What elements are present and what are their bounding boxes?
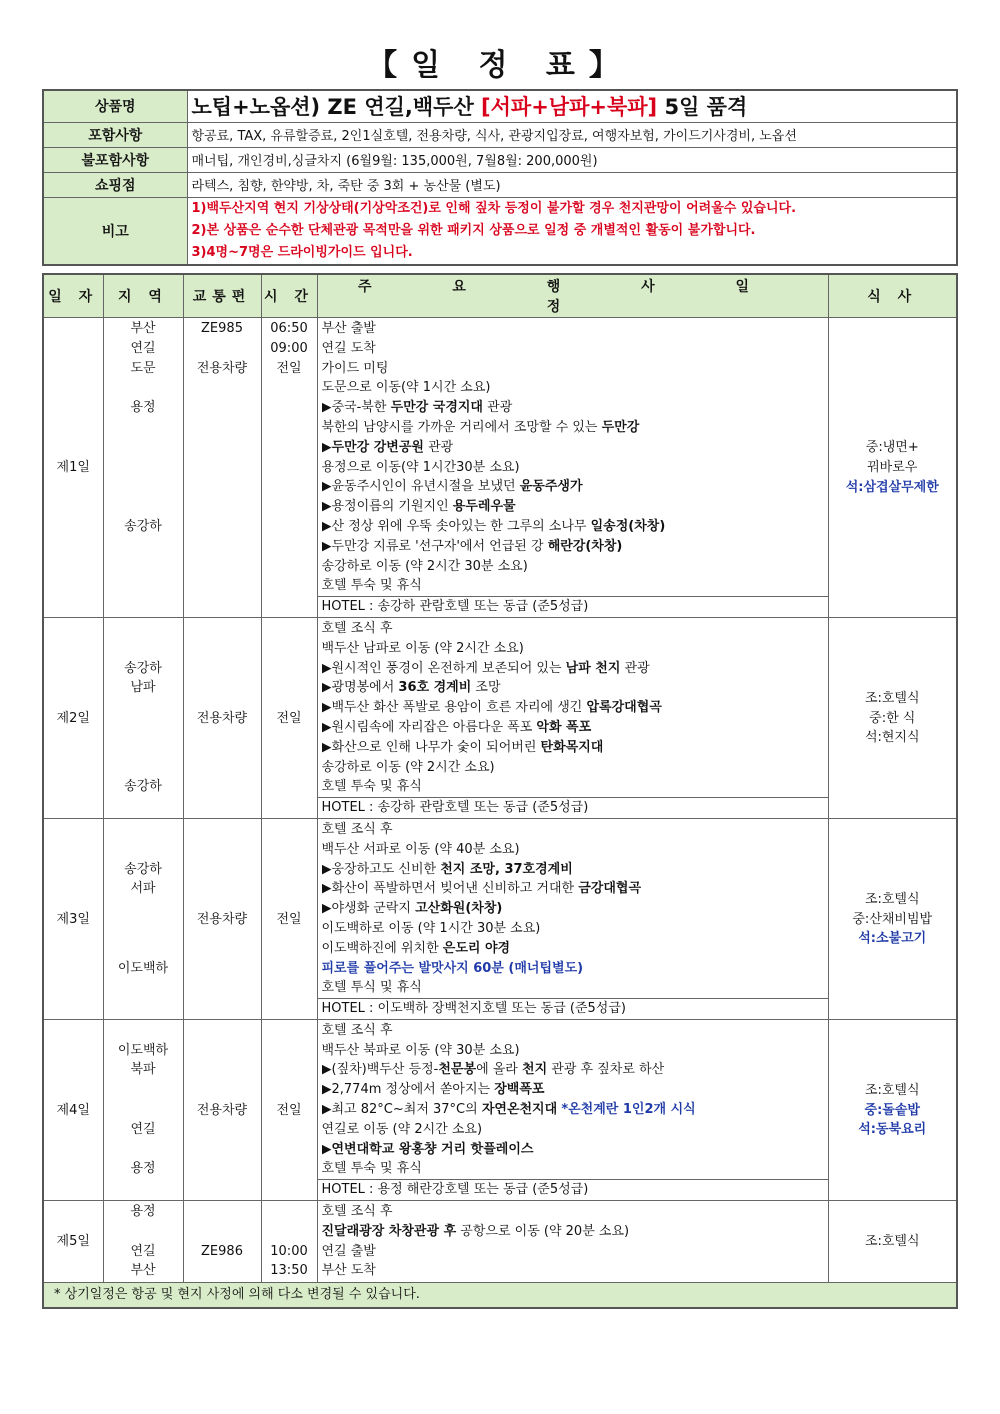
highlight-text: 두만강 xyxy=(601,419,640,435)
highlight-text: 36호 경계비 xyxy=(398,680,472,696)
schedule-line xyxy=(322,1261,824,1281)
schedule-text: 용정으로 이동(약 1시간30분 소요) xyxy=(321,459,520,475)
schedule-line xyxy=(322,458,824,478)
highlight-text: 고산화원(차창) xyxy=(415,901,503,917)
schedule-text: ▶윤동주시인이 유년시절을 보냈던 xyxy=(321,479,520,495)
schedule-line xyxy=(322,919,824,939)
transport-value xyxy=(188,1202,257,1222)
highlight-text: 두만강 강변공원 xyxy=(331,439,424,455)
schedule-text: 백두산 북파로 이동 (약 30분 소요) xyxy=(321,1042,520,1058)
transport-value xyxy=(188,1222,257,1242)
schedule-cell xyxy=(317,318,828,618)
region-name xyxy=(108,576,179,596)
transport-cell xyxy=(183,1019,261,1200)
schedule-text: ▶화산이 폭발하면서 빚어낸 신비하고 거대한 xyxy=(321,881,579,897)
meal-item: 중:산채비빔밥 xyxy=(852,911,933,927)
product-name xyxy=(187,90,957,122)
region-name xyxy=(108,557,179,577)
include-value: 항공료, TAX, 유류할증료, 2인1실호텔, 전용차량, 식사, 관광지입장료, 여행자보험, 가이드기사경비, 노옵션 xyxy=(187,122,957,147)
schedule-line xyxy=(322,1140,824,1160)
schedule-text: 호텔 조식 후 xyxy=(321,1204,393,1220)
highlight-text: 연변대학교 왕홍챵 거리 핫플레이스 xyxy=(331,1141,534,1157)
footnote: * 상기일정은 항공 및 현지 사정에 의해 다소 변경될 수 있습니다. xyxy=(43,1283,957,1308)
schedule-text: 송강하로 이동 (약 2시간 소요) xyxy=(321,759,495,775)
schedule-line xyxy=(322,639,824,659)
region-cell xyxy=(103,1201,183,1283)
meal-item: 석:동북요리 xyxy=(858,1122,927,1138)
region-name: 남파 xyxy=(130,680,156,696)
schedule-line xyxy=(322,557,824,577)
transport-value: ZE985 xyxy=(201,321,243,336)
region-name xyxy=(108,596,179,616)
transport-value: 전용차량 xyxy=(196,911,248,927)
schedule-line xyxy=(322,698,824,718)
region-name xyxy=(108,1222,179,1242)
schedule-line xyxy=(322,860,824,880)
schedule-line xyxy=(322,339,824,359)
time-value: 전일 xyxy=(276,911,302,927)
time-value xyxy=(266,1222,313,1242)
highlight-text: 자연온천지대 xyxy=(481,1102,558,1118)
schedule-line xyxy=(322,1120,824,1140)
time-value: 전일 xyxy=(276,360,302,376)
schedule-text: 연길 도착 xyxy=(321,340,376,356)
include-label: 포함사항 xyxy=(43,122,187,147)
schedule-line xyxy=(322,1021,824,1041)
schedule-cell xyxy=(317,818,828,1019)
region-name xyxy=(108,1140,179,1160)
transport-value: 전용차량 xyxy=(196,360,248,376)
schedule-line xyxy=(322,619,824,639)
schedule-line xyxy=(322,497,824,517)
time-cell xyxy=(261,818,317,1019)
product-name-duration: 5일 품격 xyxy=(657,95,748,120)
schedule-cell xyxy=(317,1019,828,1200)
schedule-line xyxy=(322,1080,824,1100)
schedule-text: 북한의 남양시를 가까운 거리에서 조망할 수 있는 xyxy=(321,419,602,435)
highlight-text: 금강대협곡 xyxy=(578,881,642,897)
meal-item: 중:냉면+ xyxy=(865,440,919,456)
header-meals: 식 사 xyxy=(828,274,957,318)
schedule-cell xyxy=(317,1201,828,1283)
meal-item: 중:한 식 xyxy=(869,710,916,726)
schedule-line xyxy=(322,1222,824,1242)
transport-cell xyxy=(183,617,261,818)
product-label: 상품명 xyxy=(43,90,187,122)
schedule-line xyxy=(322,840,824,860)
day-row xyxy=(43,318,957,618)
schedule-text: 이도백하로 이동 (약 1시간 30분 소요) xyxy=(321,920,541,936)
region-cell xyxy=(103,617,183,818)
highlight-text: 두만강 국경지대 xyxy=(390,400,483,416)
schedule-text: 조망 xyxy=(471,680,501,696)
highlight-text: *온천계란 1인2개 시식 xyxy=(561,1102,696,1118)
header-time: 시 간 xyxy=(261,274,317,318)
schedule-line xyxy=(322,477,824,497)
schedule-line xyxy=(322,899,824,919)
region-cell xyxy=(103,818,183,1019)
schedule-line xyxy=(322,1060,824,1080)
transport-cell xyxy=(183,1201,261,1283)
schedule-text: 관광 xyxy=(483,400,513,416)
highlight-text: 진달래광장 차창관광 후 xyxy=(321,1223,457,1239)
product-name-route: [서파+남파+북파] xyxy=(481,95,658,120)
remark-line: 3)4명~7명은 드라이빙가이드 입니다. xyxy=(191,244,413,260)
time-cell xyxy=(261,1019,317,1200)
schedule-text: 관광 xyxy=(620,660,650,676)
schedule-line xyxy=(322,1159,824,1179)
day-row xyxy=(43,617,957,818)
schedule-line xyxy=(322,1041,824,1061)
schedule-line xyxy=(322,576,824,596)
schedule-text: 연길 출발 xyxy=(321,1243,376,1259)
meals-cell xyxy=(828,818,957,1019)
meal-item: 석:소불고기 xyxy=(858,931,927,947)
region-name: 송강하 xyxy=(124,861,162,877)
schedule-text: ▶최고 82°C~최저 37°C의 xyxy=(321,1102,482,1118)
time-value: 10:00 xyxy=(270,1243,308,1259)
schedule-text: 연길로 이동 (약 2시간 소요) xyxy=(321,1121,483,1137)
schedule-text: 호텔 조식 후 xyxy=(321,821,393,837)
region-name xyxy=(108,939,179,959)
meals-cell xyxy=(828,617,957,818)
highlight-text: 천지 xyxy=(522,1062,548,1078)
page-title: 【일 정 표】 xyxy=(367,48,633,83)
time-value: 09:00 xyxy=(270,340,308,356)
region-name: 도문 xyxy=(130,360,156,376)
schedule-text: ▶두만강 지류로 '선구자'에서 언급된 강 xyxy=(321,538,548,554)
region-name: 부산 xyxy=(130,1263,156,1279)
transport-cell xyxy=(183,818,261,1019)
meal-item: 조:호텔식 xyxy=(864,1234,920,1250)
time-cell xyxy=(261,617,317,818)
schedule-text: 송강하로 이동 (약 2시간 30분 소요) xyxy=(321,558,528,574)
exclude-label: 불포함사항 xyxy=(43,147,187,172)
schedule-line xyxy=(322,978,824,998)
schedule-line xyxy=(322,438,824,458)
region-name: 북파 xyxy=(130,1062,156,1078)
meals-cell xyxy=(828,1019,957,1200)
region-name xyxy=(108,698,179,718)
time-cell xyxy=(261,318,317,618)
schedule-text: 호텔 투숙 및 휴식 xyxy=(321,1161,422,1177)
transport-value: 전용차량 xyxy=(196,710,248,726)
region-name: 이도백하 xyxy=(117,960,169,976)
highlight-text: 용두레우물 xyxy=(452,499,516,515)
shopping-value: 라텍스, 침향, 한약방, 차, 죽탄 중 3회 + 농산물 (별도) xyxy=(187,172,957,197)
schedule-line xyxy=(322,359,824,379)
time-value: 13:50 xyxy=(270,1263,308,1279)
schedule-text: 이도백하진에 위치한 xyxy=(321,940,443,956)
region-name: 송강하 xyxy=(124,779,162,795)
region-name xyxy=(108,619,179,639)
meals-cell xyxy=(828,1201,957,1283)
schedule-text: ▶백두산 화산 폭발로 용암이 흐른 자리에 생긴 xyxy=(321,700,587,716)
transport-value xyxy=(188,339,257,359)
region-name xyxy=(108,899,179,919)
region-name xyxy=(108,978,179,998)
schedule-text: 백두산 서파로 이동 (약 40분 소요) xyxy=(321,841,520,857)
region-name xyxy=(108,758,179,778)
schedule-line xyxy=(322,678,824,698)
schedule-text: ▶중국-북한 xyxy=(321,400,391,416)
day-label: 제3일 xyxy=(43,818,103,1019)
remark-line: 2)본 상품은 순수한 단체관광 목적만을 위한 패키지 상품으로 일정 중 개별적인 활동이 불가합니다. xyxy=(191,222,756,238)
day-label: 제4일 xyxy=(43,1019,103,1200)
header-region: 지 역 xyxy=(103,274,183,318)
region-name xyxy=(108,919,179,939)
region-name: 서파 xyxy=(130,881,156,897)
region-name xyxy=(108,497,179,517)
schedule-text: ▶ xyxy=(321,439,332,455)
schedule-text: 호텔 조식 후 xyxy=(321,620,393,636)
hotel-info: HOTEL : 이도백하 장백천지호텔 또는 동급 (준5성급) xyxy=(318,998,828,1019)
schedule-line xyxy=(322,378,824,398)
meal-item: 꿔바로우 xyxy=(867,460,918,476)
meal-item: 조:호텔식 xyxy=(864,1082,920,1098)
schedule-text: ▶2,774m 정상에서 쏟아지는 xyxy=(321,1082,495,1098)
region-name xyxy=(108,378,179,398)
schedule-line xyxy=(322,939,824,959)
schedule-text: ▶화산으로 인해 나무가 숯이 되어버린 xyxy=(321,739,541,755)
remark-label: 비고 xyxy=(43,197,187,265)
meal-item: 중:돌솥밥 xyxy=(864,1102,920,1118)
schedule-line xyxy=(322,398,824,418)
highlight-text: 해란강(차창) xyxy=(547,538,623,554)
product-name-main: 노팁+노옵션) ZE 연길,백두산 xyxy=(191,95,482,120)
schedule-text: 가이드 미팅 xyxy=(321,360,389,376)
schedule-line xyxy=(322,1100,824,1120)
schedule-text: ▶ xyxy=(321,1141,332,1157)
schedule-line xyxy=(322,319,824,339)
hotel-info: HOTEL : 송강하 관람호텔 또는 동급 (준5성급) xyxy=(318,596,828,617)
schedule-text: ▶야생화 군락지 xyxy=(321,901,416,917)
region-name: 송강하 xyxy=(124,660,162,676)
highlight-text: 압록강대협곡 xyxy=(586,700,662,716)
schedule-text: ▶용정이름의 기원지인 xyxy=(321,499,453,515)
schedule-text: ▶원시적인 풍경이 온전하게 보존되어 있는 xyxy=(321,660,566,676)
transport-cell xyxy=(183,318,261,618)
hotel-info: HOTEL : 송강하 관람호텔 또는 동급 (준5성급) xyxy=(318,797,828,818)
schedule-line xyxy=(322,418,824,438)
highlight-text: 천문봉 xyxy=(438,1062,477,1078)
region-name xyxy=(108,418,179,438)
schedule-line xyxy=(322,959,824,979)
region-name xyxy=(108,797,179,817)
schedule-text: ▶(짚차)백두산 등정- xyxy=(321,1062,439,1078)
itinerary-body xyxy=(43,318,957,1283)
schedule-text: ▶웅장하고도 신비한 xyxy=(321,861,441,877)
region-cell xyxy=(103,1019,183,1200)
schedule-text: ▶광명봉에서 xyxy=(321,680,399,696)
schedule-line xyxy=(322,1242,824,1262)
day-row xyxy=(43,818,957,1019)
meal-item: 조:호텔식 xyxy=(864,891,920,907)
itinerary-table xyxy=(42,273,958,1309)
schedule-text: 호텔 투식 및 휴식 xyxy=(321,980,422,996)
region-name xyxy=(108,1100,179,1120)
time-value: 전일 xyxy=(276,1102,302,1118)
highlight-text: 남파 천지 xyxy=(565,660,621,676)
schedule-line xyxy=(322,758,824,778)
schedule-line xyxy=(322,537,824,557)
region-name xyxy=(108,1021,179,1041)
region-name: 송강하 xyxy=(124,518,162,534)
highlight-text: 일송정(차창) xyxy=(590,518,666,534)
highlight-text: 악화 폭포 xyxy=(536,719,592,735)
region-name xyxy=(108,458,179,478)
transport-value: ZE986 xyxy=(201,1243,243,1259)
region-name: 용정 xyxy=(130,400,156,416)
region-name xyxy=(108,738,179,758)
region-name: 연길 xyxy=(130,1121,156,1137)
schedule-text: ▶산 정상 위에 우뚝 솟아있는 한 그루의 소나무 xyxy=(321,518,591,534)
region-name xyxy=(108,639,179,659)
region-name xyxy=(108,840,179,860)
highlight-text: 윤동주생가 xyxy=(519,479,583,495)
schedule-text: 에 올라 xyxy=(476,1062,523,1078)
header-schedule: 주 요 행 사 일 정 xyxy=(317,274,828,318)
region-name xyxy=(108,477,179,497)
schedule-cell xyxy=(317,617,828,818)
highlight-text: 피로를 풀어주는 발맛사지 60분 (매너팁별도) xyxy=(321,960,584,976)
region-name xyxy=(108,438,179,458)
product-info-table xyxy=(42,89,958,266)
schedule-line xyxy=(322,820,824,840)
time-value: 06:50 xyxy=(270,321,308,336)
day-row xyxy=(43,1201,957,1283)
header-transport: 교통편 xyxy=(183,274,261,318)
day-label: 제2일 xyxy=(43,617,103,818)
time-value: 전일 xyxy=(276,710,302,726)
highlight-text: 장백폭포 xyxy=(494,1082,545,1098)
schedule-text: 호텔 투숙 및 휴식 xyxy=(321,578,422,594)
region-name xyxy=(108,718,179,738)
schedule-line xyxy=(322,1202,824,1222)
schedule-text: 호텔 조식 후 xyxy=(321,1022,393,1038)
schedule-line xyxy=(322,659,824,679)
shopping-label: 쇼핑점 xyxy=(43,172,187,197)
schedule-line xyxy=(322,718,824,738)
schedule-text: 부산 도착 xyxy=(321,1263,376,1279)
region-name: 이도백하 xyxy=(117,1042,169,1058)
schedule-text: 백두산 남파로 이동 (약 2시간 소요) xyxy=(321,640,524,656)
meal-item: 석:삼겹살무제한 xyxy=(845,479,939,495)
region-name: 용정 xyxy=(130,1204,156,1220)
highlight-text: 천지 조망, 37호경계비 xyxy=(440,861,573,877)
schedule-text: ▶원시림속에 자리잡은 아름다운 폭포 xyxy=(321,719,537,735)
highlight-text: 은도리 야경 xyxy=(442,940,511,956)
region-name xyxy=(108,1080,179,1100)
region-name xyxy=(108,537,179,557)
day-label: 제1일 xyxy=(43,318,103,618)
schedule-line xyxy=(322,738,824,758)
region-name xyxy=(108,1179,179,1199)
day-label: 제5일 xyxy=(43,1201,103,1283)
highlight-text: 탄화목지대 xyxy=(540,739,604,755)
meal-item: 조:호텔식 xyxy=(864,690,920,706)
schedule-line xyxy=(322,879,824,899)
region-name: 연길 xyxy=(130,340,156,356)
time-cell xyxy=(261,1201,317,1283)
schedule-text: 도문으로 이동(약 1시간 소요) xyxy=(321,380,491,396)
remark-value xyxy=(187,197,957,265)
schedule-line xyxy=(322,777,824,797)
schedule-text: 관광 xyxy=(423,439,454,455)
region-name: 용정 xyxy=(130,1161,156,1177)
schedule-text: 공항으로 이동 (약 20분 소요) xyxy=(456,1223,630,1239)
schedule-text: 부산 출발 xyxy=(321,321,376,336)
schedule-line xyxy=(322,517,824,537)
time-value xyxy=(266,1202,313,1222)
region-name: 부산 xyxy=(130,321,156,336)
meal-item: 석:현지식 xyxy=(864,730,920,746)
transport-value: 전용차량 xyxy=(196,1102,248,1118)
exclude-value: 매너팁, 개인경비,싱글차지 (6월9월: 135,000원, 7월8월: 200,000원) xyxy=(187,147,957,172)
region-name xyxy=(108,820,179,840)
day-row xyxy=(43,1019,957,1200)
region-name: 연길 xyxy=(130,1243,156,1259)
transport-value xyxy=(188,1261,257,1281)
remark-line: 1)백두산지역 현지 기상상태(기상악조건)로 인해 짚차 등정이 불가할 경우 천지관망이 어려울수 있습니다. xyxy=(191,200,797,216)
schedule-text: 관광 후 짚차로 하산 xyxy=(547,1062,665,1078)
meals-cell xyxy=(828,318,957,618)
schedule-text: 호텔 투숙 및 휴식 xyxy=(321,779,422,795)
header-day: 일 자 xyxy=(43,274,103,318)
region-cell xyxy=(103,318,183,618)
hotel-info: HOTEL : 용정 해란강호텔 또는 동급 (준5성급) xyxy=(318,1179,828,1200)
